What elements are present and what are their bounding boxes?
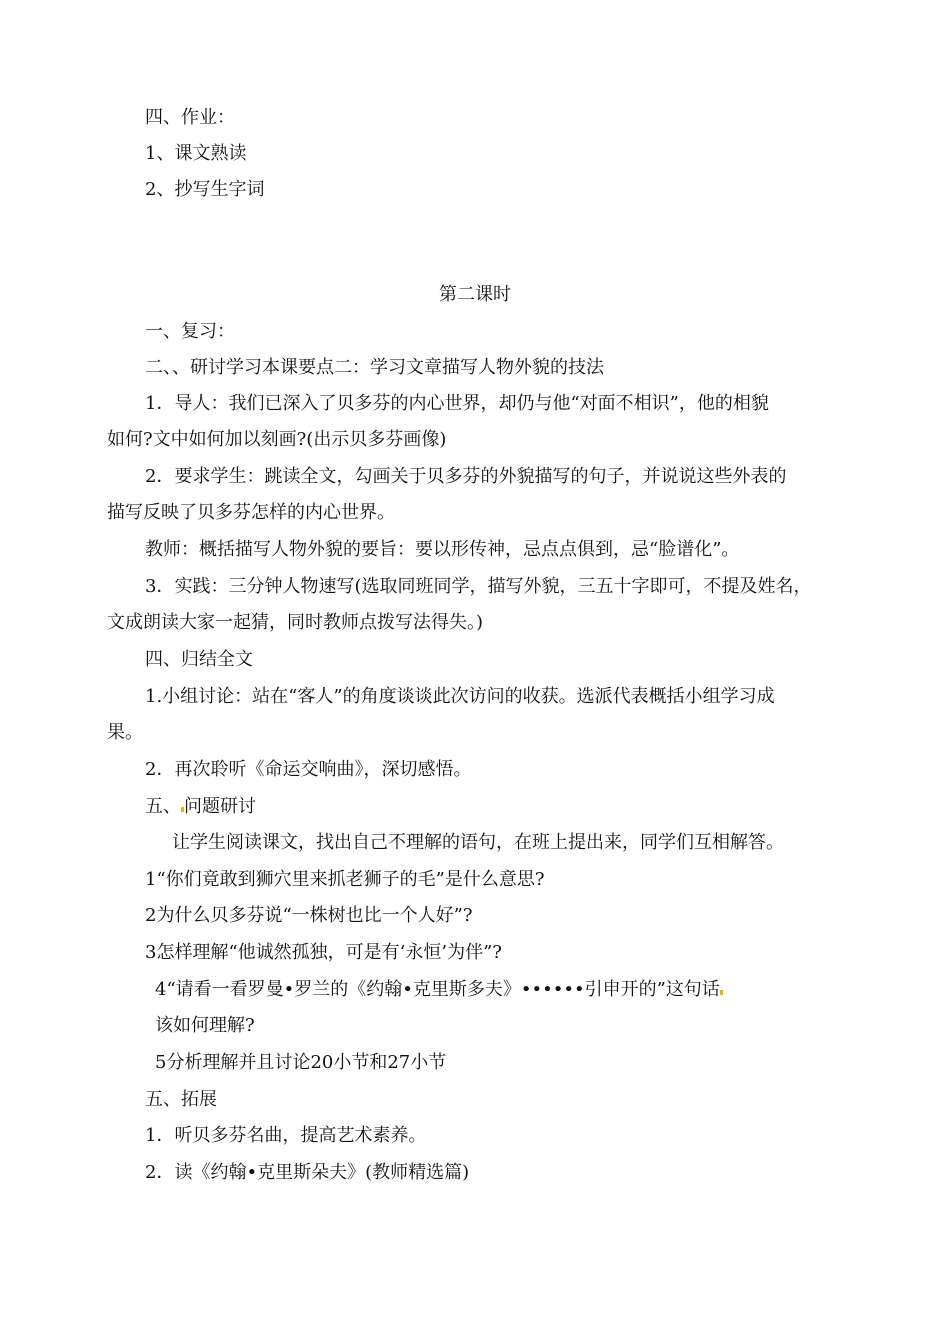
lesson-title: 第二课时 — [439, 284, 511, 305]
question-item: 2为什么贝多芬说“一株树也比一个人好”? — [145, 905, 473, 926]
section-heading-text: 问题研讨 — [184, 796, 256, 817]
question-item-continued: 该如何理解? — [155, 1015, 255, 1036]
paragraph-line: 描写反映了贝多芬怎样的内心世界。 — [107, 502, 395, 523]
paragraph-line: 3．实践：三分钟人物速写(选取同班同学，描写外貌，三五十字即可，不提及姓名， — [145, 576, 812, 597]
paragraph-line: 让学生阅读课文，找出自己不理解的语句，在班上提出来，同学们互相解答。 — [172, 832, 784, 853]
section-heading: 二、、研讨学习本课要点二：学习文章描写人物外貌的技法 — [145, 357, 604, 378]
question-item: 3怎样理解“他诚然孤独，可是有‘永恒’为伴”? — [145, 942, 502, 963]
paragraph-line: 教师：概括描写人物外貌的要旨：要以形传神，忌点点俱到，忌“脸谱化”。 — [145, 539, 740, 560]
question-item: 1“你们竟敢到狮穴里来抓老狮子的毛”是什么意思? — [145, 869, 545, 890]
section-heading: 五、拓展 — [145, 1089, 217, 1110]
list-item: 2．读《约翰•克里斯朵夫》(教师精选篇) — [145, 1162, 470, 1183]
paragraph-line: 2．再次聆听《命运交响曲》，深切感悟。 — [145, 759, 472, 780]
section-heading: 一、复习： — [145, 321, 235, 342]
paragraph-line: 果。 — [107, 722, 143, 743]
question-text: 4“请看一看罗曼•罗兰的《约翰•克里斯多夫》••••••引申开的”这句话 — [155, 979, 720, 1000]
section-heading — [145, 795, 256, 819]
homework-heading: 四、作业： — [145, 107, 235, 128]
question-item: 5分析理解并且讨论20小节和27小节 — [155, 1052, 447, 1073]
paragraph-line: 2．要求学生：跳读全文，勾画关于贝多芬的外貌描写的句子，并说说这些外表的 — [145, 466, 787, 487]
section-heading: 四、归结全文 — [145, 649, 253, 670]
paragraph-line: 1．导人：我们已深入了贝多芬的内心世界，却仍与他“对面不相识”，他的相貌 — [145, 393, 769, 414]
homework-item: 2、抄写生字词 — [145, 179, 265, 200]
paragraph-line: 1.小组讨论：站在“客人”的角度谈谈此次访问的收获。选派代表概括小组学习成 — [145, 686, 775, 707]
paragraph-line: 文成朗读大家一起猜，同时教师点拨写法得失。) — [107, 612, 484, 633]
paragraph-line: 如何?文中如何加以刻画?(出示贝多芬画像) — [107, 429, 447, 450]
question-item — [155, 978, 723, 1002]
highlight-mark — [720, 990, 723, 995]
list-item: 1．听贝多芬名曲，提高艺术素养。 — [145, 1125, 427, 1146]
homework-item: 1、课文熟读 — [145, 143, 247, 164]
section-heading-prefix: 五、 — [145, 796, 181, 817]
